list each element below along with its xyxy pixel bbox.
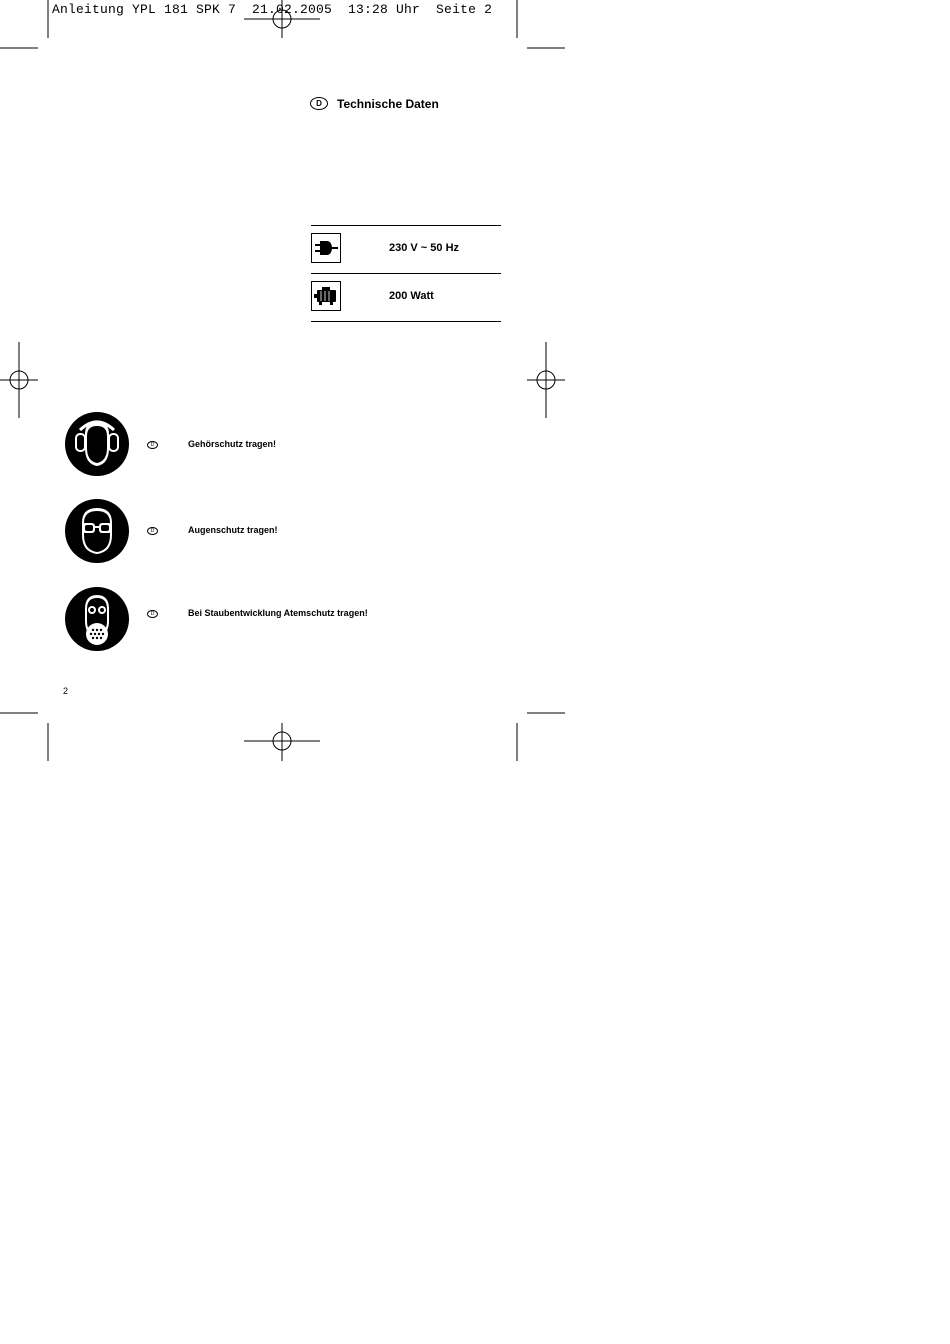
language-flag-d: D [147, 441, 158, 449]
safety-text-respirator: Bei Staubentwicklung Atemschutz tragen! [188, 608, 368, 618]
ear-protection-icon [65, 412, 129, 476]
spec-value-power: 200 Watt [389, 290, 434, 302]
spec-row-power [311, 273, 501, 322]
language-flag-d: D [147, 527, 158, 535]
country-code-badge: D [310, 97, 328, 110]
print-slug-line: Anleitung YPL 181 SPK 7 21.02.2005 13:28 Uhr Seite 2 [52, 2, 493, 17]
spec-table [311, 225, 501, 322]
safety-text-eye: Augenschutz tragen! [188, 525, 278, 535]
motor-icon [311, 281, 341, 311]
respirator-icon [65, 587, 129, 651]
spec-value-voltage: 230 V ~ 50 Hz [389, 242, 460, 254]
language-flag-d: D [147, 610, 158, 618]
section-title: Technische Daten [337, 97, 439, 111]
spec-row-voltage [311, 225, 501, 273]
safety-text-ear: Gehörschutz tragen! [188, 439, 277, 449]
eye-protection-icon [65, 499, 129, 563]
page-number: 2 [63, 686, 69, 696]
power-plug-icon [311, 233, 341, 263]
